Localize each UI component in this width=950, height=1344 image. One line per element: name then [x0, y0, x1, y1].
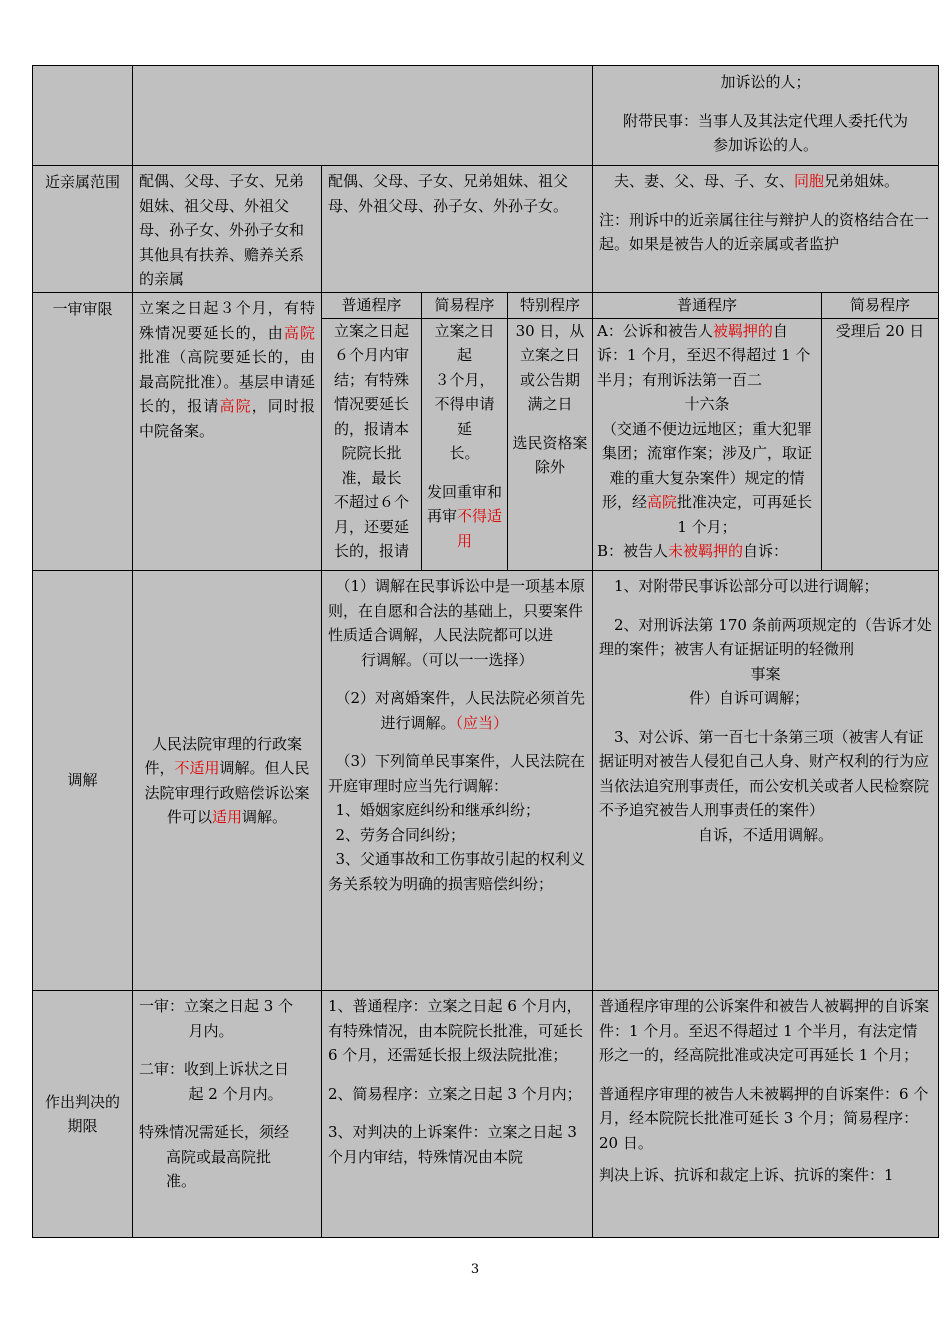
cell-text: 自诉： — [743, 542, 789, 560]
row1-col4-cell — [593, 65, 939, 166]
page-number: 3 — [470, 1262, 480, 1277]
cell-text: 起 2 个月内。 — [188, 1084, 283, 1103]
text-line: 长。 — [449, 444, 480, 462]
cell-text: （2）对离婚案件，人民法院必须首先 — [335, 689, 586, 707]
text-line: 结；有特殊 — [333, 370, 409, 389]
text-line: 情况要延长 — [333, 395, 409, 413]
text-line: 30 日，从 — [515, 321, 585, 340]
cell-text: 配偶、父母、子女、兄弟姐妹、祖父母、外祖父母、孙子女、外孙子女和其他具有扶养、赡养关系的亲属 — [139, 172, 305, 288]
highlight-text: 高院 — [646, 493, 677, 511]
subcolumn-body — [512, 319, 588, 417]
text-line: 立案之日起 — [333, 321, 409, 340]
yishen-criminal-ordinary-cell — [593, 293, 822, 571]
subcolumn-body — [326, 319, 417, 564]
subcolumn-body — [426, 319, 503, 466]
cell-text: 特殊情况需延长，须经 — [139, 1123, 290, 1141]
highlight-text: 不得适用 — [456, 507, 503, 550]
text-line: 加诉讼的人； — [720, 73, 811, 91]
highlight-text: 被羁押的 — [712, 321, 773, 340]
row-header-label: 近亲属范围 — [44, 173, 120, 191]
subcolumn-extra: 选民资格案除外 — [512, 433, 588, 476]
row-header-yishen — [32, 293, 133, 571]
text-line: 延 — [456, 419, 472, 438]
cell-text: 调解。但人民 — [219, 759, 310, 777]
row-header-label: 调解 — [67, 771, 98, 790]
cell-text: 发回重审和再审 — [426, 482, 502, 525]
cell-text: 2、对刑诉法第 170 条前两项规定的（告诉才处理的案件；被害人有证据证明的轻微刑 — [599, 615, 932, 658]
text-line: 或公告期 — [519, 370, 580, 389]
cell-text: 立案之日起３个月，有特殊情况要延长的，由 — [139, 299, 315, 342]
cell-text: 2、简易程序：立案之日起 3 个月内； — [328, 1084, 582, 1103]
cell-text — [597, 417, 817, 540]
subcolumn-title: 简易程序 — [822, 293, 938, 319]
jinqinshu-criminal-cell — [593, 166, 939, 293]
text-line: 立案之日 — [434, 321, 495, 340]
highlight-text: 同胞 — [794, 172, 825, 190]
highlight-text: （应当） — [455, 713, 509, 732]
jinqinshu-civil-admin-cell — [133, 166, 322, 293]
cell-text: 一审：立案之日起 3 个 — [139, 997, 294, 1015]
cell-text: 兄弟姐妹。 — [824, 172, 900, 190]
cell-text: 事案 — [750, 664, 781, 683]
cell-text: B：被告人 — [597, 542, 669, 560]
subcolumn-title: 普通程序 — [322, 293, 421, 319]
cell-text: （1）调解在民事诉讼中是一项基本原则，在自愿和合法的基础上，只要案件性质适合调解，人民法院都可以进 — [328, 577, 586, 644]
row1-header-cell — [32, 65, 133, 166]
list-item: 3、父通事故和工伤事故引起的权利义务关系较为明确的损害赔偿纠纷； — [328, 850, 586, 893]
yishen-civil-ordinary-cell — [322, 293, 422, 571]
cell-text: 1、对附带民事诉讼部分可以进行调解； — [614, 577, 879, 595]
cell-text: 1、普通程序：立案之日起 6 个月内，有特殊情况，由本院院长批准，可延长 6 个月，还需延长报上级法院批准； — [328, 997, 584, 1064]
text-line: 准，最长 — [341, 468, 402, 487]
cell-text: 批准决定，可再延长 1 个月； — [677, 493, 813, 536]
text-line: ６个月内审 — [333, 346, 409, 364]
row-header-tiaojie — [32, 571, 133, 991]
cell-text — [328, 711, 586, 736]
cell-text: 批准（高院要延长的，由最高院批准）。基层申请延长的，报请 — [139, 348, 315, 415]
cell-text: （交通不便边远地区；重大犯罪集团；流窜作案；涉及广，取证难的重大复杂案件）规定的情形，经 — [601, 419, 812, 511]
highlight-text: 未被羁押的 — [668, 542, 744, 560]
subcolumn-title: 特别程序 — [508, 293, 592, 319]
note-text: 注：刑诉中的近亲属往往与辩护人的资格结合在一起。如果是被告人的近亲属或者监护 — [599, 210, 930, 253]
cell-text: 普通程序审理的公诉案件和被告人被羁押的自诉案件：1 个月。至迟不得超过 1 个半月，有法定情形之一的，经高院批准或决定可再延长 1 个月； — [599, 997, 930, 1064]
cell-text: 二审：收到上诉状之日 — [139, 1060, 290, 1078]
row1-col2-3-cell — [133, 65, 593, 166]
yishen-civil-simple-cell — [422, 293, 508, 571]
list-item: 1、婚姻家庭纠纷和继承纠纷； — [335, 801, 541, 819]
cell-text: A：公诉和被告人 — [597, 321, 713, 340]
text-line: 立案之日 — [519, 346, 580, 364]
text-line: 长的，报请 — [333, 542, 409, 560]
highlight-text: 高院 — [219, 397, 252, 415]
jinqinshu-civil-cell — [322, 166, 593, 293]
text-line: 不得申请 — [434, 395, 495, 413]
text-line: 附带民事：当事人及其法定代理人委托代为 — [622, 111, 908, 130]
tiaojie-criminal-cell — [593, 571, 939, 991]
text-line: 不超过６个 — [333, 493, 409, 511]
cell-text: 自诉，不适用调解。 — [697, 825, 833, 844]
subcolumn-title: 普通程序 — [593, 293, 821, 319]
subcolumn-body — [597, 319, 817, 564]
text-line: 参加诉讼的人。 — [712, 136, 818, 154]
row-header-label: 一审审限 — [52, 300, 113, 318]
cell-text: 十六条 — [684, 395, 730, 413]
subcolumn-title: 简易程序 — [422, 293, 507, 319]
cell-text: 配偶、父母、子女、兄弟姐妹、祖父母、外祖父母、孙子女、外孙子女。 — [328, 172, 569, 215]
panjue-criminal-cell — [593, 991, 939, 1238]
cell-text: 自诉：1 个月，至迟不得超过 1 个半月；有刑诉法第一百二 — [597, 321, 811, 389]
yishen-civil-special-cell — [508, 293, 593, 571]
cell-text: 判决上诉、抗诉和裁定上诉、抗诉的案件：1 — [599, 1166, 894, 1184]
cell-text: ，同时报中院备案。 — [139, 397, 315, 440]
row-header-panjue — [32, 991, 133, 1238]
row-header-label: 作出判决的期限 — [44, 1092, 120, 1135]
cell-text: 普通程序审理的被告人未被羁押的自诉案件：6 个月，经本院院长批准可延长 3 个月；简易程序：20 日。 — [599, 1084, 929, 1152]
text-line: ３个月， — [434, 370, 495, 389]
yishen-criminal-simple-cell — [822, 293, 939, 571]
cell-text: 受理后 20 日 — [835, 321, 925, 340]
cell-text: 件）自诉可调解； — [689, 689, 810, 707]
cell-text: 3、对判决的上诉案件：立案之日起 3 个月内审结，特殊情况由本院 — [328, 1123, 577, 1166]
panjue-admin-cell — [133, 991, 322, 1238]
cell-text: 行调解。（可以一一选择） — [361, 650, 534, 669]
tiaojie-admin-cell — [133, 571, 322, 991]
subcolumn-extra — [426, 480, 503, 554]
cell-text: 3、对公诉、第一百七十条第三项（被害人有证据证明对被告人侵犯自己人身、财产权利的行为应当依法追究刑事责任，而公安机关或者人民检察院不予追究被告人刑事责任的案件） — [599, 727, 930, 819]
panjue-civil-cell — [322, 991, 593, 1238]
cell-text: 高院或最高院批 — [166, 1147, 272, 1166]
cell-text: 月内。 — [188, 1021, 234, 1040]
highlight-text: 高院 — [283, 323, 315, 342]
row-header-jinqinshu — [32, 166, 133, 293]
text-line: 的，报请本 — [333, 419, 409, 438]
text-line — [599, 169, 932, 194]
text-line: 满之日 — [527, 395, 573, 413]
text-line: 月，还要延 — [333, 517, 409, 536]
cell-text: （3）下列简单民事案件，人民法院在开庭审理时应当先行调解： — [328, 752, 586, 795]
cell-text: 夫、妻、父、母、子、女、 — [614, 172, 795, 190]
text-line: 起 — [456, 346, 472, 364]
cell-text: 进行调解。 — [380, 713, 456, 732]
cell-text: 人民法院审理的行政案件， — [144, 734, 302, 777]
list-item: 2、劳务合同纠纷； — [335, 825, 466, 844]
cell-text: 准。 — [166, 1172, 197, 1190]
cell-text: 调解。 — [242, 808, 288, 826]
cell-text: 法院审理行政赔偿诉讼案件可以 — [144, 783, 310, 826]
text-line: 院院长批 — [341, 444, 402, 462]
highlight-text: 适用 — [211, 808, 242, 826]
yishen-admin-cell — [133, 293, 322, 571]
tiaojie-civil-cell — [322, 571, 593, 991]
highlight-text: 不适用 — [174, 759, 220, 777]
comparison-table — [32, 65, 939, 1238]
